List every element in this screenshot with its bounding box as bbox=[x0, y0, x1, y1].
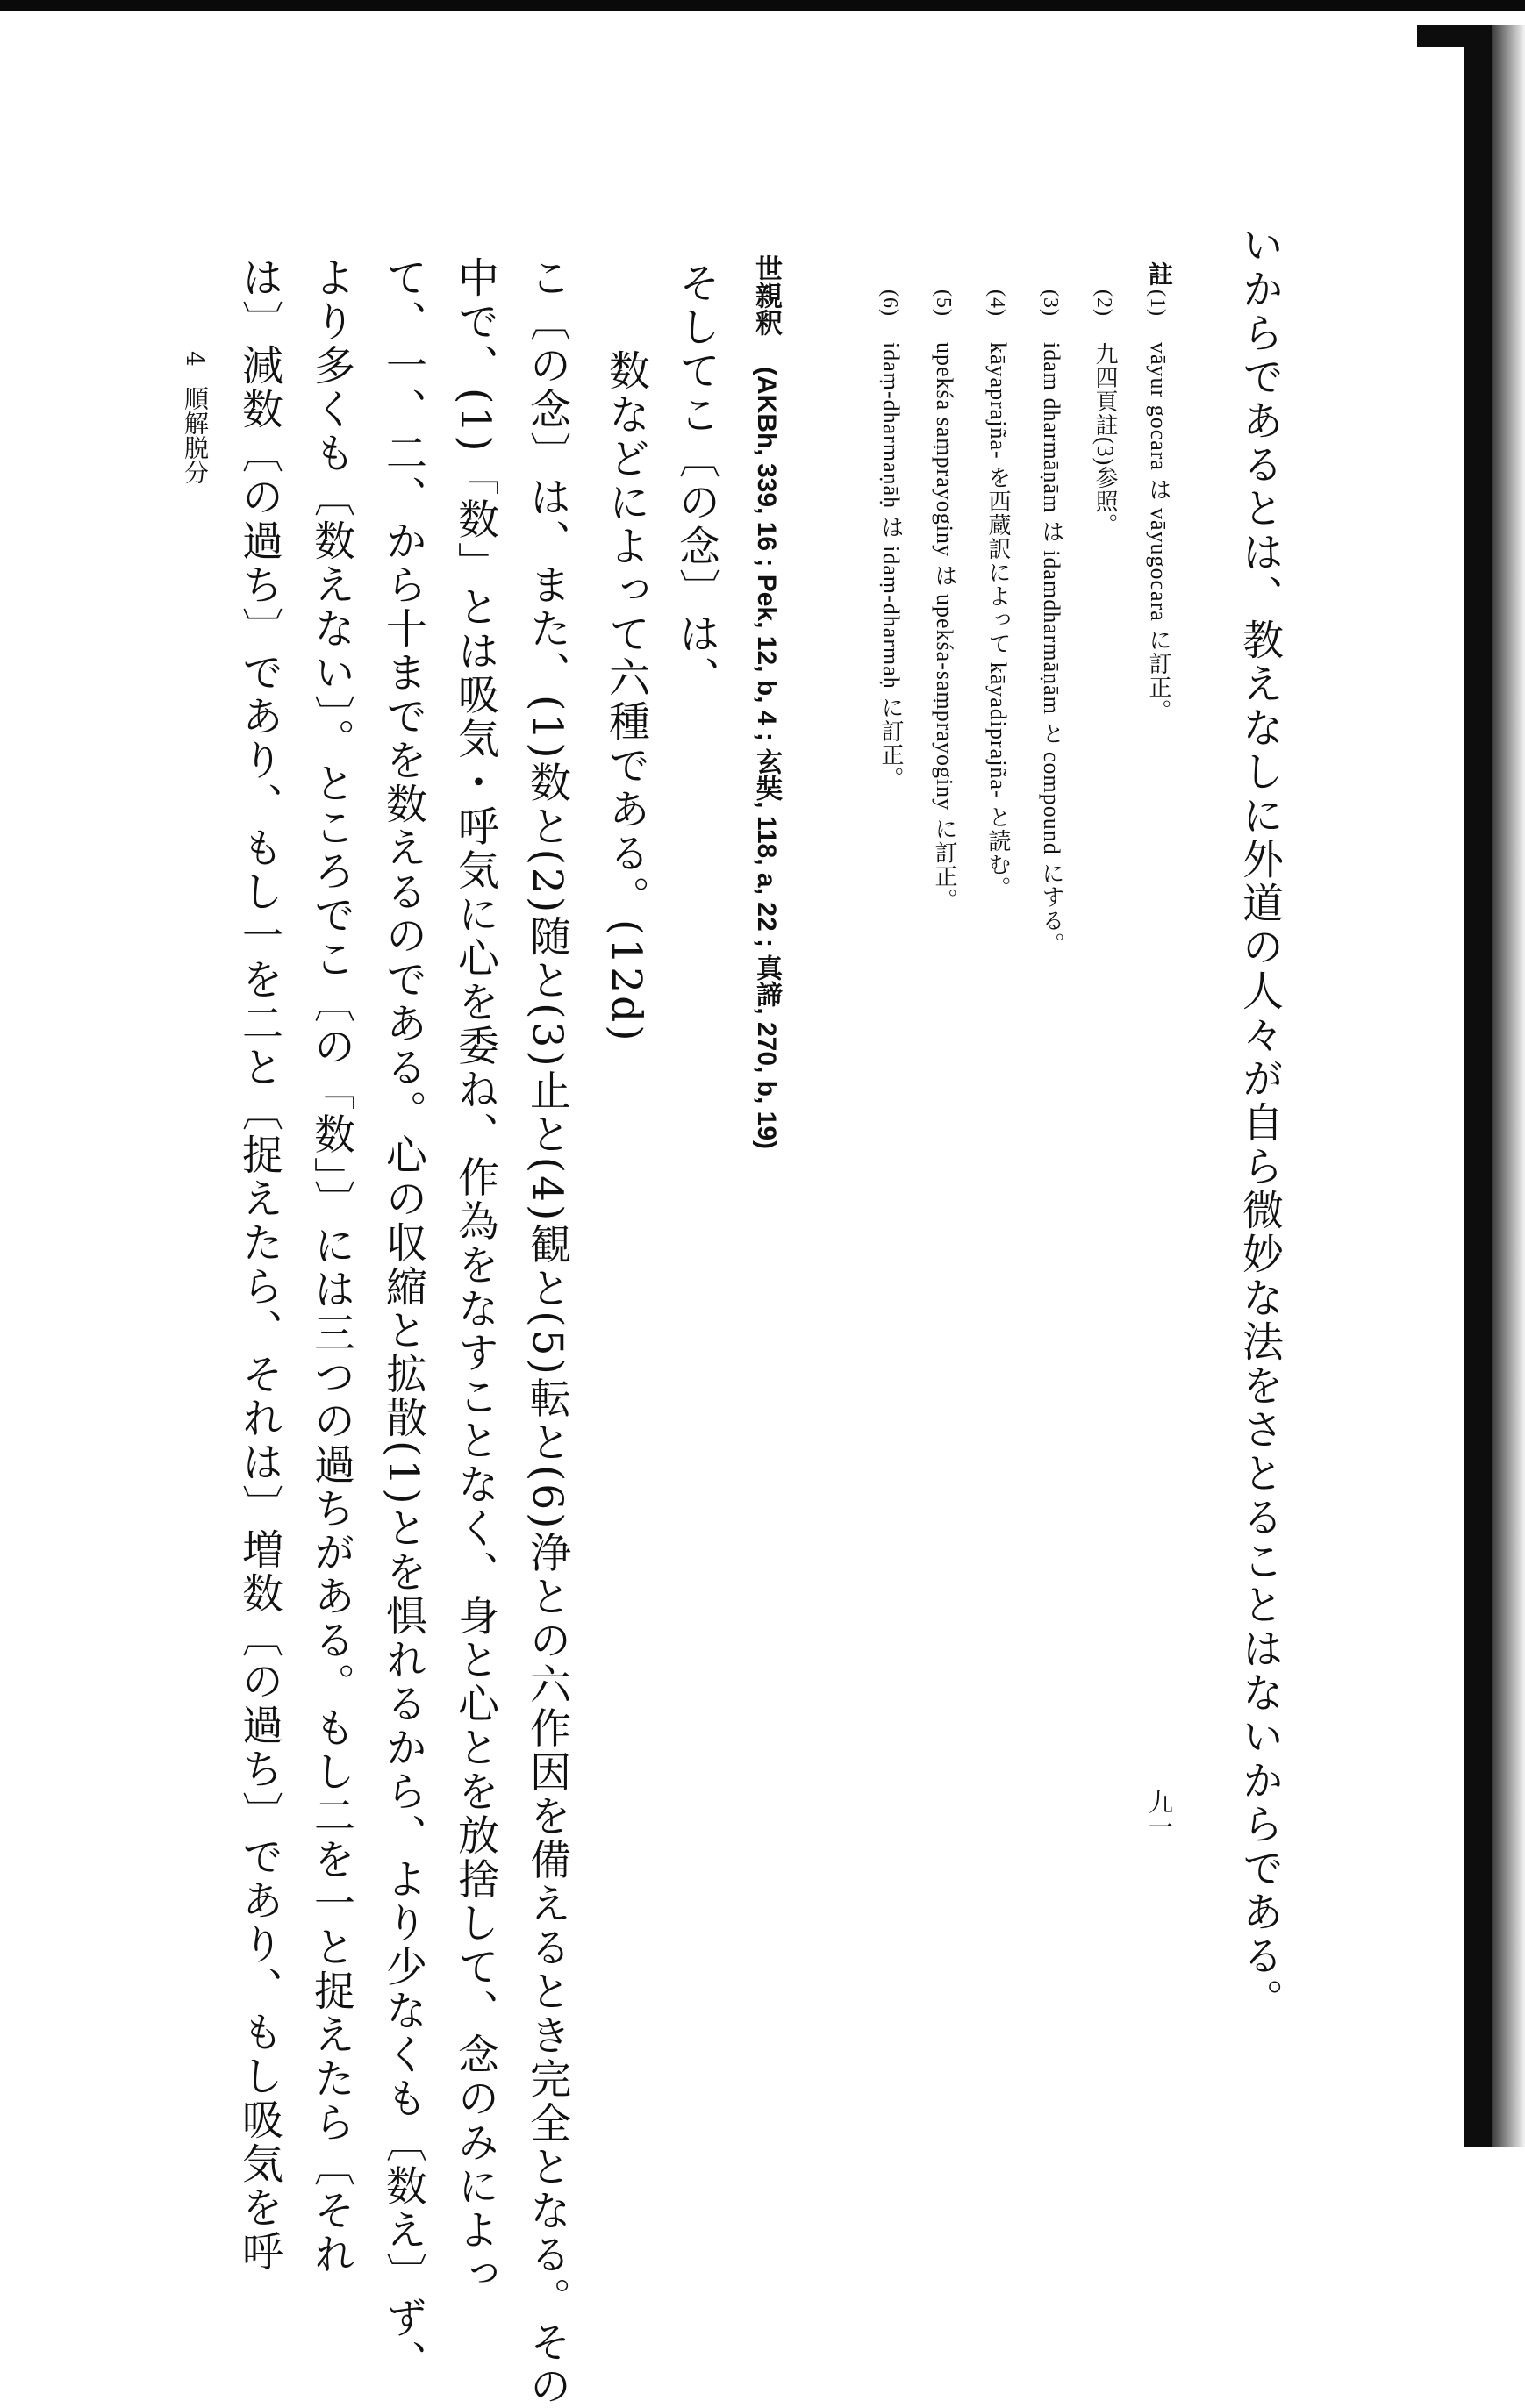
page-number: 九一 bbox=[1145, 1790, 1174, 1839]
body-line-5: は〕減数〔の過ち〕であり、もし一を二と〔捉えたら、それは〕増数〔の過ち〕であり、もし吸気を呼 bbox=[235, 256, 283, 2274]
scan-right-edge bbox=[1464, 25, 1495, 2147]
note-num-4: (4) bbox=[985, 289, 1008, 317]
note-text-3: idam dharmāṇām は idamdharmāṇām と compound にする。 bbox=[1039, 342, 1064, 957]
note-text-4: kāyaprajña- を西蔵訳によって kāyadiprajña- と読む。 bbox=[985, 342, 1011, 901]
note-num-6: (6) bbox=[878, 289, 901, 317]
commentary-reference: (AKBh, 339, 16 ; Pek, 12, b, 4 ; 玄奘, 118, a, 22 ; 真諦, 270, b, 19) bbox=[752, 367, 781, 1150]
note-text-2: 九四頁註(3)参照。 bbox=[1092, 342, 1118, 538]
verse-line-2: 数などによって六種である。(12d) bbox=[602, 349, 650, 1044]
note-text-1: vāyur gocara は vāyugocara に訂正。 bbox=[1146, 342, 1171, 724]
chapter-title: 順解脱分 bbox=[181, 386, 210, 484]
header-text: いからであるとは、教えなしに外道の人々が自ら微妙な法をさとることはないからである。 bbox=[1235, 224, 1284, 2022]
note-text-5: upekśa saṃprayoginy は upekśa-saṃprayoginy に訂正。 bbox=[932, 342, 957, 912]
note-num-2: (2) bbox=[1092, 289, 1115, 317]
body-line-1: こ〔の念〕は、また、(1)数と(2)随と(3)止と(4)観と(5)転と(6)浄との六作因を備えるとき完全となる。その bbox=[523, 256, 571, 2408]
chapter-number: 4 bbox=[181, 351, 210, 367]
note-num-3: (3) bbox=[1039, 289, 1062, 317]
body-line-4: より多くも〔数えない〕。ところでこ〔の「数」〕には三つの過ちがある。もし二を一と捉えたら〔それ bbox=[307, 256, 355, 2276]
commentary-label: 世親釈 bbox=[751, 254, 782, 336]
scan-edge-shadow bbox=[1492, 25, 1525, 2147]
note-num-1: (1) bbox=[1146, 289, 1169, 317]
body-line-2: 中で、(1)「数」とは吸気・呼気に心を委ね、作為をなすことなく、身と心とを放捨して、念のみによっ bbox=[451, 256, 499, 2297]
body-line-3: て、一、二、から十までを数えるのである。心の収縮と拡散(1)とを惧れるから、より少なくも〔数え〕ず、 bbox=[379, 256, 427, 2384]
scan-edge-cap bbox=[1417, 25, 1470, 47]
note-text-6: idaṃ-dharmaṇāḥ は idaṃ-dharmaḥ に訂正。 bbox=[878, 342, 904, 791]
note-num-5: (5) bbox=[932, 289, 955, 317]
verse-line-1: そしてこ〔の念〕は、 bbox=[672, 261, 720, 700]
notes-label: 註 bbox=[1146, 261, 1173, 287]
scan-top-edge bbox=[0, 0, 1525, 11]
